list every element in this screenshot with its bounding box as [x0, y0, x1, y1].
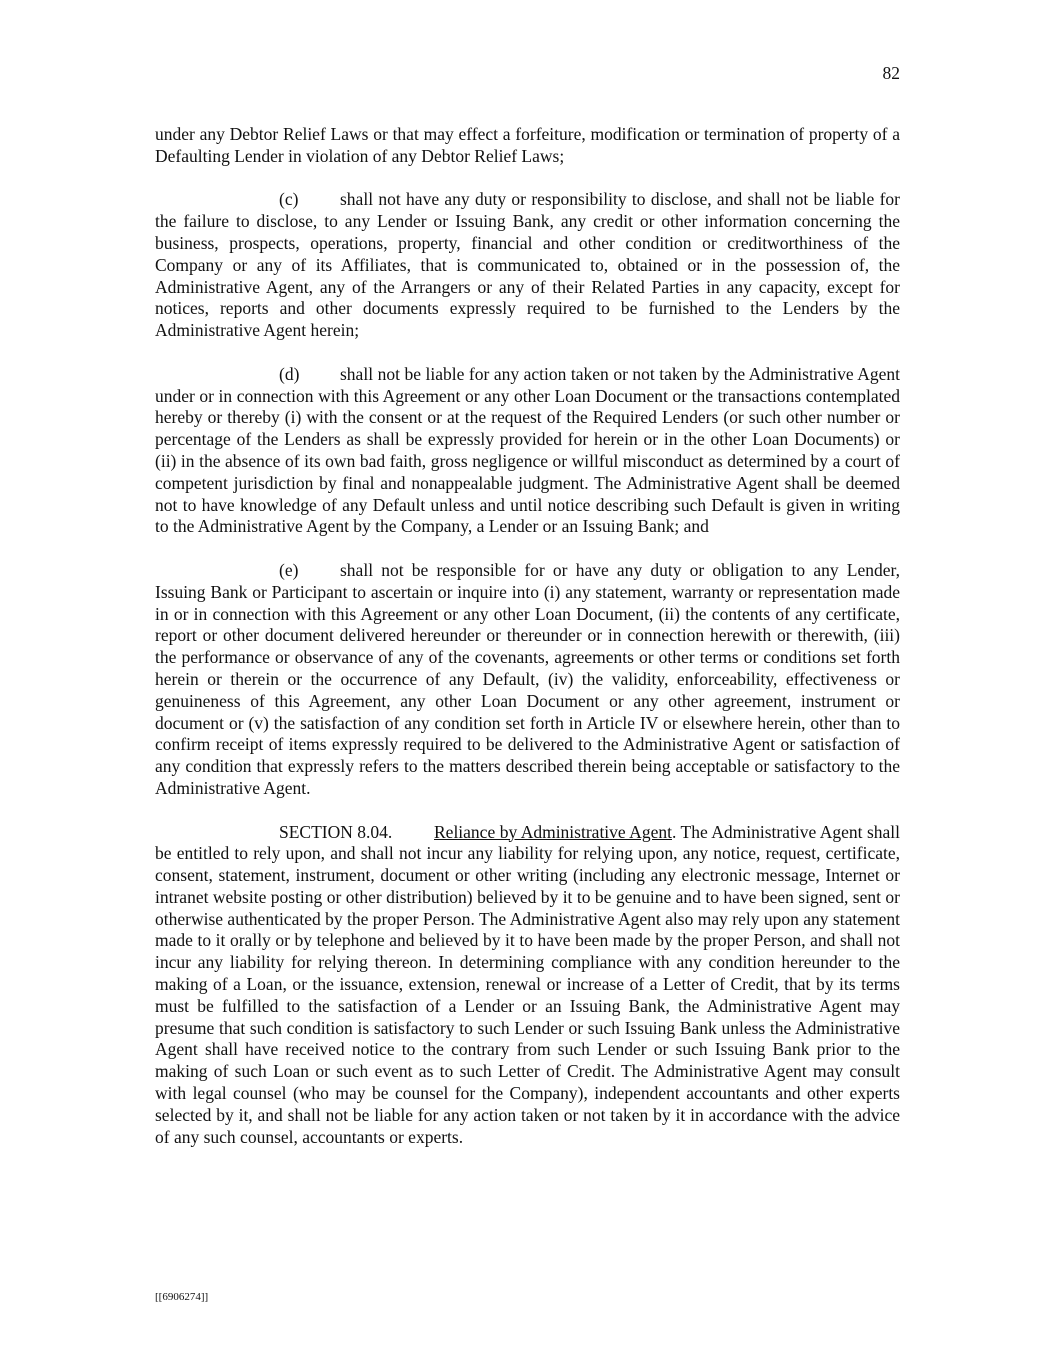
clause-label: (e) [279, 559, 299, 580]
continuation-paragraph: under any Debtor Relief Laws or that may effect a forfeiture, modification or termination of property of a Defaulting Lender in violation of any Debtor Relief Laws; [155, 124, 900, 166]
section-heading-punct: . [671, 821, 677, 842]
document-id-footer: [[6906274]] [155, 1291, 209, 1303]
section-text: The Administrative Agent shall be entitled to rely upon, and shall not incur any liability for relying upon, any notice, request, certificate, consent, statement, instrument, document or other writing (including any electronic message, Internet or intranet website posting or other distribution) believed by it to be genuine and to have been signed, sent or otherwise authenticated by the proper Person. The Administrative Agent also may rely upon any statement made to it orally or by telephone and believed by it to have been made by the proper Person, and shall not incur any liability for relying thereon. In determining compliance with any condition hereunder to the making of a Loan, or the issuance, extension, renewal or increase of a Letter of Credit, that by its terms must be fulfilled to the satisfaction of a Lender or an Issuing Bank, the Administrative Agent may presume that such condition is satisfactory to such Lender or such Issuing Bank unless the Administrative Agent shall have received notice to the contrary from such Lender or such Issuing Bank prior to the making of such Loan or such event as to such Letter of Credit. The Administrative Agent may consult with legal counsel (who may be counsel for the Company), independent accountants and other experts selected by it, and shall not be liable for any action taken or not taken by it in accordance with the advice of any such counsel, accountants or experts. [155, 821, 901, 1147]
document-body [155, 124, 900, 1170]
section-number: SECTION 8.04. [279, 821, 393, 842]
section-8-04 [155, 822, 900, 1149]
clause-label: (c) [279, 189, 299, 210]
clause-d [155, 364, 900, 538]
clause-text: shall not be responsible for or have any duty or obligation to any Lender, Issuing Bank or Participant to ascertain or inquire into (i) any statement, warranty or representation made in or in connection with this Agreement or any other Loan Document, (ii) the contents of any certificate, report or other document delivered hereunder or thereunder or in connection herewith or therewith, (iii) the performance or observance of any of the covenants, agreements or other terms or conditions set forth herein or therein or the occurrence of any Default, (iv) the validity, enforceability, effectiveness or genuineness of this Agreement, any other Loan Document or any other agreement, instrument or document or (v) the satisfaction of any condition set forth in Article IV or elsewhere herein, other than to confirm receipt of items expressly required to be delivered to the Administrative Agent or satisfaction of any condition that expressly refers to the matters described therein being acceptable or satisfactory to the Administrative Agent. [155, 559, 900, 798]
clause-e [155, 560, 900, 800]
clause-text: shall not have any duty or responsibility to disclose, and shall not be liable for the failure to disclose, to any Lender or Issuing Bank, any credit or other information concerning the business, prospects, operations, property, financial and other condition or creditworthiness of the Company or any of its Affiliates, that is communicated to, obtained or in the possession of, the Administrative Agent, any of the Arrangers or any of their Related Parties in any capacity, except for notices, reports and other documents expressly required to be furnished to the Lenders by the Administrative Agent herein; [155, 189, 900, 341]
clause-c [155, 189, 900, 342]
clause-label: (d) [279, 363, 300, 384]
page-number: 82 [882, 63, 900, 83]
section-heading: Reliance by Administrative Agent [434, 821, 672, 842]
clause-text: shall not be liable for any action taken or not taken by the Administrative Agent under or in connection with this Agreement or any other Loan Document or the transactions contemplated hereby or thereby (i) with the consent or at the request of the Required Lenders (or such other number or percentage of the Lenders as shall be expressly provided for herein or in the other Loan Documents) or (ii) in the absence of its own bad faith, gross negligence or willful misconduct as determined by a court of competent jurisdiction by final and nonappealable judgment. The Administrative Agent shall be deemed not to have knowledge of any Default unless and until notice describing such Default is given in writing to the Administrative Agent by the Company, a Lender or an Issuing Bank; and [155, 363, 900, 537]
